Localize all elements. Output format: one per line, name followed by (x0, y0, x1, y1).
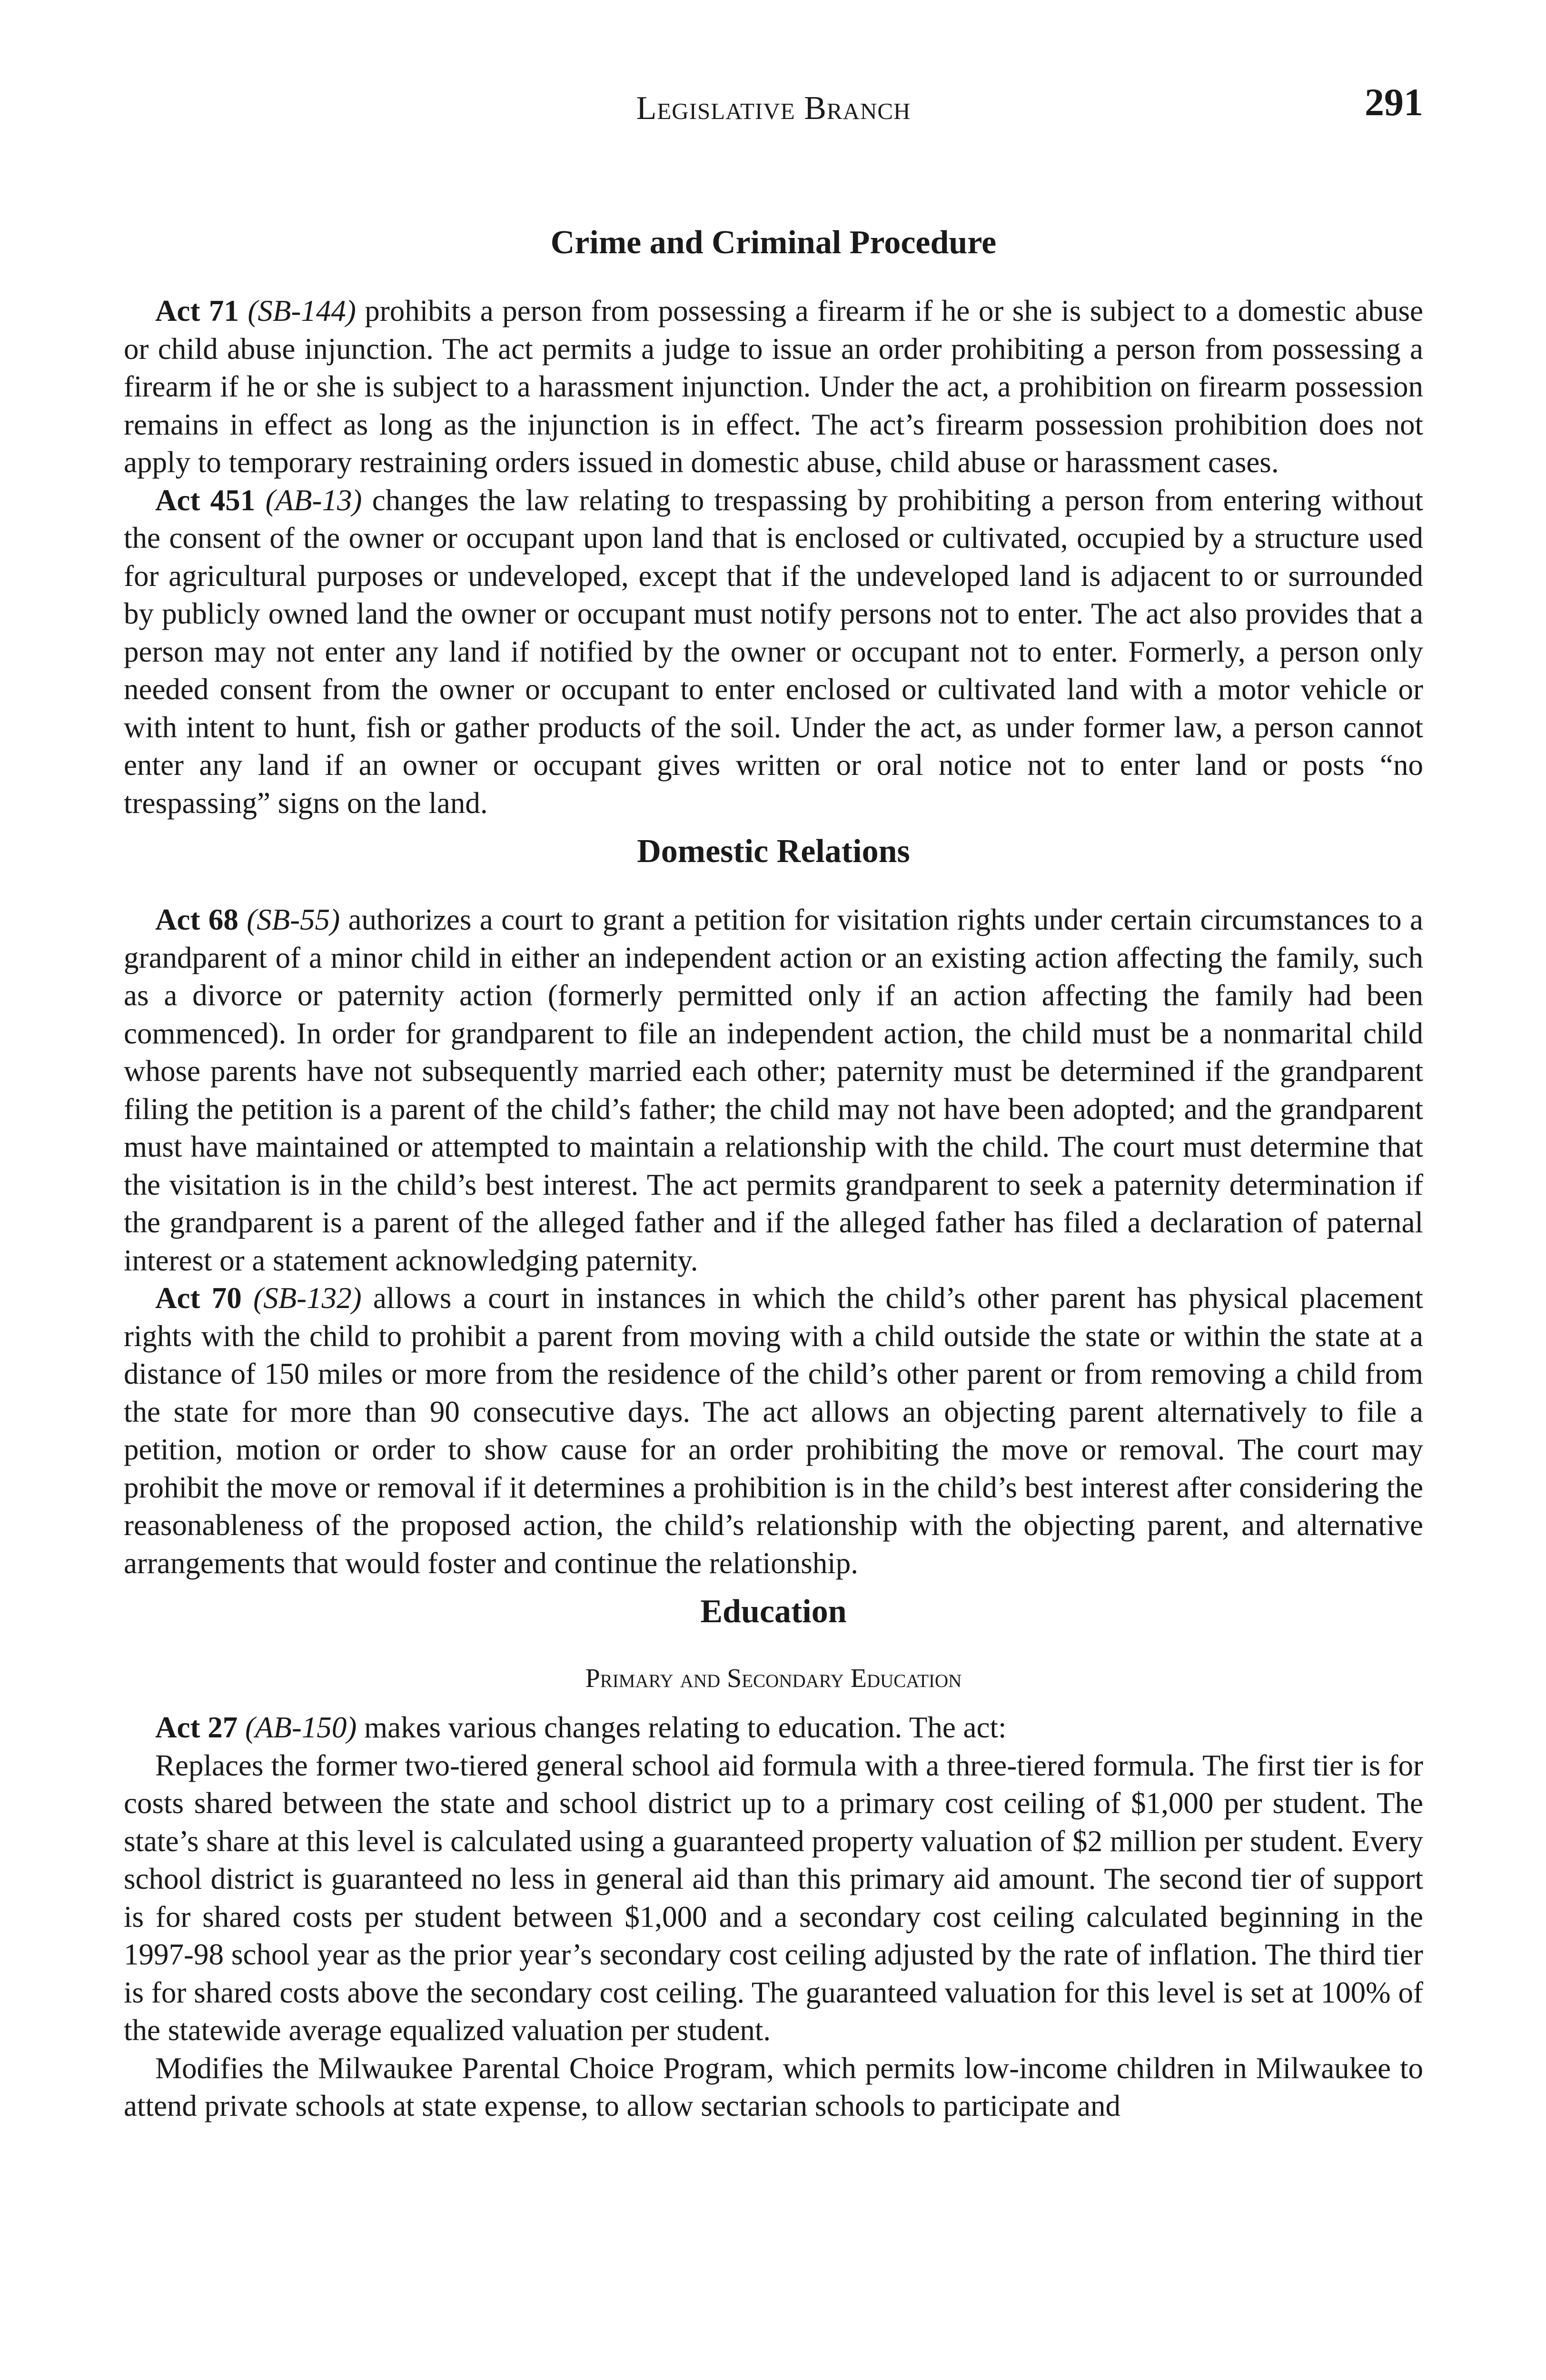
paragraph-school-aid-formula: Replaces the former two-tiered general school aid formula with a three-tiered formula. The first tier is for costs shared between the state and school district up to a primary cost ceiling of $1,000 per student. The state’s share at this level is calculated using a guaranteed property valuation of $2 million per student. Every school district is guaranteed no less in general aid than this primary aid amount. The second tier of support is for shared costs per student between $1,000 and a secondary cost ceiling calculated beginning in the 1997-98 school year as the prior year’s secondary cost ceiling adjusted by the rate of inflation. The third tier is for shared costs above the secondary cost ceiling. The guaranteed valuation for this level is set at 100% of the statewide average equalized valuation per student. (124, 1748, 1423, 2047)
section-heading-education: Education (700, 1593, 847, 1630)
paragraph-act-27 (124, 1709, 1423, 1747)
section-heading-domestic: Domestic Relations (637, 833, 910, 870)
bill-number: (SB-144) (248, 294, 356, 327)
act-number: Act 70 (155, 1281, 242, 1315)
bill-number: (AB-13) (265, 483, 362, 517)
paragraph-act-68 (124, 901, 1423, 1279)
paragraph-text: allows a court in instances in which the child’s other parent has physical placement rights with the child to prohibit a parent from moving with a child outside the state or within the state at a distance of 150 miles or more from the residence of the child’s other parent or from removing a child from the state for more than 90 consecutive days. The act allows an objecting parent alternatively to file a petition, motion or order to show cause for an order prohibiting the move or removal. The court may prohibit the move or removal if it determines a prohibition is in the child’s best interest after considering the reasonableness of the proposed action, the child’s relationship with the objecting parent, and alternative arrangements that would foster and continue the relationship. (124, 1281, 1423, 1580)
bill-number: (SB-132) (253, 1281, 362, 1315)
subsection-heading-primary-secondary: Primary and Secondary Education (585, 1664, 962, 1693)
paragraph-text: changes the law relating to trespassing by prohibiting a person from entering without the consent of the owner or occupant upon land that is enclosed or cultivated, occupied by a structure used for agricultural purposes or undeveloped, except that if the undeveloped land is adjacent to or surrounded by publicly owned land the owner or occupant must notify persons not to enter. The act also provides that a person may not enter any land if notified by the owner or occupant not to enter. Formerly, a person only needed consent from the owner or occupant to enter enclosed or cultivated land with a motor vehicle or with intent to hunt, fish or gather products of the soil. Under the act, as under former law, a person cannot enter any land if an owner or occupant gives written or oral notice not to enter land or posts “no trespassing” signs on the land. (124, 483, 1423, 820)
paragraph-act-71 (124, 292, 1423, 482)
running-title: Legislative Branch (636, 90, 911, 127)
act-number: Act 71 (155, 294, 239, 327)
running-header (124, 80, 1423, 137)
bill-number: (SB-55) (247, 903, 340, 936)
act-number: Act 27 (155, 1711, 238, 1744)
bill-number: (AB-150) (245, 1711, 357, 1744)
paragraph-act-451 (124, 482, 1423, 823)
paragraph-act-70 (124, 1279, 1423, 1582)
section-heading-crime: Crime and Criminal Procedure (550, 224, 997, 261)
page-number: 291 (1365, 80, 1423, 124)
paragraph-parental-choice: Modifies the Milwaukee Parental Choice Program, which permits low-income children in Milwaukee to attend private schools at state expense, to allow sectarian schools to participate and (124, 2051, 1423, 2122)
paragraph-text: prohibits a person from possessing a firearm if he or she is subject to a domestic abuse or child abuse injunction. The act permits a judge to issue an order prohibiting a person from possessing a firearm if he or she is subject to a harassment injunction. Under the act, a prohibition on firearm possession remains in effect as long as the injunction is in effect. The act’s firearm possession prohibition does not apply to temporary restraining orders issued in domestic abuse, child abuse or harassment cases. (124, 294, 1423, 479)
paragraph-text: authorizes a court to grant a petition for visitation rights under certain circumstances to a grandparent of a minor child in either an independent action or an existing action affecting the family, such as a divorce or paternity action (formerly permitted only if an action affecting the family had been commenced). In order for grandparent to file an independent action, the child must be a nonmarital child whose parents have not subsequently married each other; paternity must be determined if the grandparent filing the petition is a parent of the child’s father; the child may not have been adopted; and the grandparent must have maintained or attempted to maintain a relationship with the child. The court must determine that the visitation is in the child’s best interest. The act permits grandparent to seek a paternity determination if the grandparent is a parent of the alleged father and if the alleged father has filed a declaration of paternal interest or a statement acknowledging paternity. (124, 903, 1423, 1277)
paragraph-text: makes various changes relating to education. The act: (357, 1711, 1007, 1744)
act-number: Act 451 (155, 483, 256, 517)
act-number: Act 68 (155, 903, 238, 936)
body-text (124, 224, 1423, 2125)
